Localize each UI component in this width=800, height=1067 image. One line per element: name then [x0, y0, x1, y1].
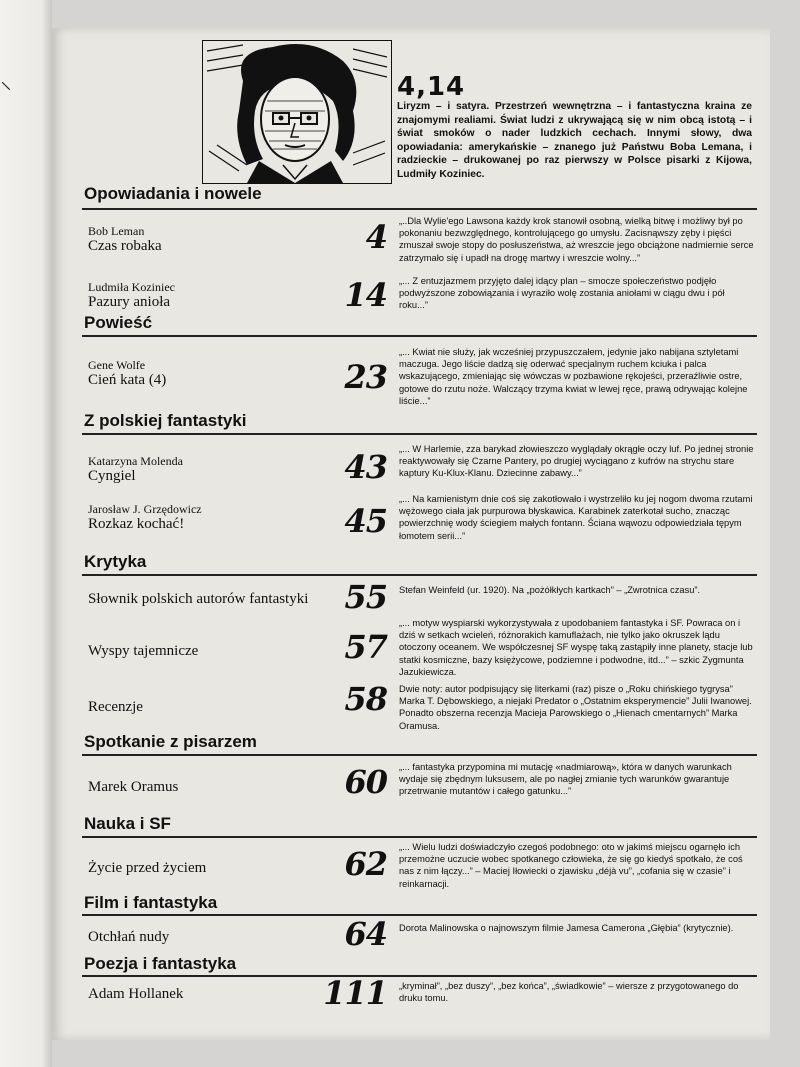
section-rule [82, 975, 757, 977]
entry-page-number: 64 [344, 915, 387, 953]
entry-description: Stefan Weinfeld (ur. 1920). Na „pożółkłych kartkach” – „Zwrotnica czasu”. [399, 585, 701, 595]
entry-author: Ludmiła Koziniec [88, 280, 175, 294]
entry-title[interactable]: Rozkaz kochać! [88, 516, 185, 532]
entry-title[interactable]: Cyngiel [88, 468, 136, 484]
entry-page-number: 43 [344, 448, 387, 486]
left-page-edge [0, 0, 52, 1067]
section-title: Spotkanie z pisarzem [84, 732, 257, 751]
entry-title[interactable]: Otchłań nudy [88, 929, 170, 945]
entry-description: „... fantastyka przypomina mi mutację «nadmiarową», która w danych warunkach wydaje się zbędnym luksusem, ale po nagłej zmianie tych warunków gwarantuje przetrwanie mutantów i całego gatunku...” [399, 762, 732, 797]
entry-page-number: 55 [344, 578, 387, 616]
entry-description: „... Wielu ludzi doświadczyło czegoś podobnego: oto w jakimś miejscu ogarnęło ich przemożne uczucie wobec spotkanego człowieka, że się go kiedyś spotkało, że coś nas z nim łączy...” – Maciej Iłowiecki o zjawisku „déjà vu”, „cofania się w czasie” i reinkarnacji. [399, 842, 743, 889]
entry-title[interactable]: Adam Hollanek [88, 986, 184, 1002]
entry-author: Bob Leman [88, 224, 145, 238]
entry-page-number: 58 [344, 680, 387, 718]
entry-description: „kryminał”, „bez duszy”, „bez końca”, „świadkowie” – wiersze z przygotowanego do druku tomu. [399, 981, 739, 1004]
section-title: Z polskiej fantastyki [84, 411, 247, 430]
entry-title[interactable]: Czas robaka [88, 238, 162, 254]
section-rule [82, 754, 757, 756]
section-title: Krytyka [84, 552, 147, 571]
section-rule [82, 433, 757, 435]
entry-page-number: 4 [365, 218, 387, 256]
entry-description: „... Z entuzjazmem przyjęto dalej idący plan – smocze społeczeństwo podjęło podwyższone zobowiązania i wyraziło wolę zostania aniołami w ciągu dwu i pół roku...” [399, 276, 725, 311]
entry-title[interactable]: Słownik polskich autorów fantastyki [88, 591, 309, 607]
entry-description: „... motyw wyspiarski wykorzystywała z upodobaniem fantastyka i SF. Powraca on i dziś w setkach wcieleń, różnorakich kamuflażach, nie tylko jako okruszek lądu otoczony oceanem. We współczesnej SF wyspę taką zastąpiły inne planety, stacje lub statki kosmiczne, bazy księżycowe, podziemne i podwodne, itd...” – szkic Zygmunta Jazukiewicza. [399, 618, 753, 677]
entry-title[interactable]: Cień kata (4) [88, 372, 167, 388]
entry-page-number: 60 [344, 763, 387, 801]
section-rule [82, 914, 757, 916]
entry-description: „... W Harlemie, zza barykad złowieszczo wyglądały okrągłe oczy luf. Po jednej stronie reaktywowały się Czarne Pantery, po drugiej wyciągano z kufrów na strychu stare kaptury Ku-Klux-Klanu. Dziecinne zabawy...” [399, 444, 754, 479]
entry-author: Gene Wolfe [88, 358, 146, 372]
section-title: Nauka i SF [84, 814, 171, 833]
section-rule [82, 208, 757, 210]
section-title: Poezja i fantastyka [84, 954, 237, 973]
entry-page-number: 57 [344, 628, 387, 666]
section-rule [82, 335, 757, 337]
entry-description: Dorota Malinowska o najnowszym filmie Jamesa Camerona „Głębia” (krytycznie). [399, 923, 734, 933]
entry-author: Katarzyna Molenda [88, 454, 183, 468]
entry-title[interactable]: Recenzje [88, 699, 143, 715]
entry-page-number: 23 [344, 358, 387, 396]
contents-page [52, 28, 770, 1040]
entry-page-number: 62 [344, 845, 387, 883]
pen-mark-icon: \ [0, 78, 12, 94]
issue-number: 4,14 [397, 72, 466, 102]
entry-author: Jarosław J. Grzędowicz [88, 502, 202, 516]
entry-title[interactable]: Życie przed życiem [88, 860, 207, 876]
section-title: Film i fantastyka [84, 893, 218, 912]
issue-intro: Liryzm – i satyra. Przestrzeń wewnętrzna – i fantastyczna kraina ze znajomymi realiami. Świat ludzi z ukrywającą się w nim obcą istotą – i świat smoków o nader ludzkich cechach. Innymi słowy, dwa opowiadania: amerykańskie – znanego już Państwu Boba Lemana, i radzieckie – drukowanej po raz pierwszy w Polsce pisarki z Kijowa, Ludmiły Koziniec. [397, 101, 752, 180]
entry-description: „..Dla Wylie'ego Lawsona każdy krok stanowił osobną, wielką bitwę i możliwy był po pokonaniu bezwzględnego, kontrolującego go umysłu. Zacisnąwszy zęby i pięści zmuszał swoje stopy do posłuszeństwa, aż wreszcie jego obciążone nadmiernie serce zatrzymało się i upadł na drogę martwy i wreszcie wolny...” [399, 216, 754, 263]
entry-title[interactable]: Pazury anioła [88, 294, 171, 310]
entry-title[interactable]: Marek Oramus [88, 779, 179, 795]
entry-description: Dwie noty: autor podpisujący się literkami (raz) pisze o „Roku chińskiego tygrysa” Marka T. Dębowskiego, a niejaki Predator o „Ostatnim eksperymencie” Julii Iwanowej. Ponadto obszerna recenzja Macieja Parowskiego o „Hienach cmentarnych” Marka Oramusa. [399, 684, 752, 731]
section-title: Opowiadania i nowele [84, 184, 262, 203]
entry-page-number: 45 [344, 502, 387, 540]
entry-description: „... Kwiat nie służy, jak wcześniej przypuszczałem, jedynie jako nabijana sztyletami maczuga. Jego liście dadzą się oderwać specjalnym ruchem kciuka i palca wskazującego, zmieniając się wówczas w pozbawione rękojeści, przeraźliwie ostre, gotowe do rzutu noże. Walczący trzyma kwiat w lewej ręce, prawą odrywając kolejne liście...” [399, 347, 748, 406]
entry-page-number: 14 [344, 276, 387, 314]
entry-title[interactable]: Wyspy tajemnicze [88, 643, 199, 659]
portrait-illustration [202, 40, 392, 184]
entry-description: „... Na kamienistym dnie coś się zakotłowało i wystrzeliło ku jej nogom dwoma rzutami wężowego ciała jak purpurowa błyskawica. Karabinek zaterkotał sucho, znacząc powierzchnię wody ściegiem małych fontann. Ściana wąwozu odpowiedziała tępym łomotem serii...” [399, 494, 753, 541]
section-title: Powieść [84, 313, 153, 332]
entry-page-number: 111 [323, 974, 387, 1012]
section-rule [82, 836, 757, 838]
section-rule [82, 574, 757, 576]
